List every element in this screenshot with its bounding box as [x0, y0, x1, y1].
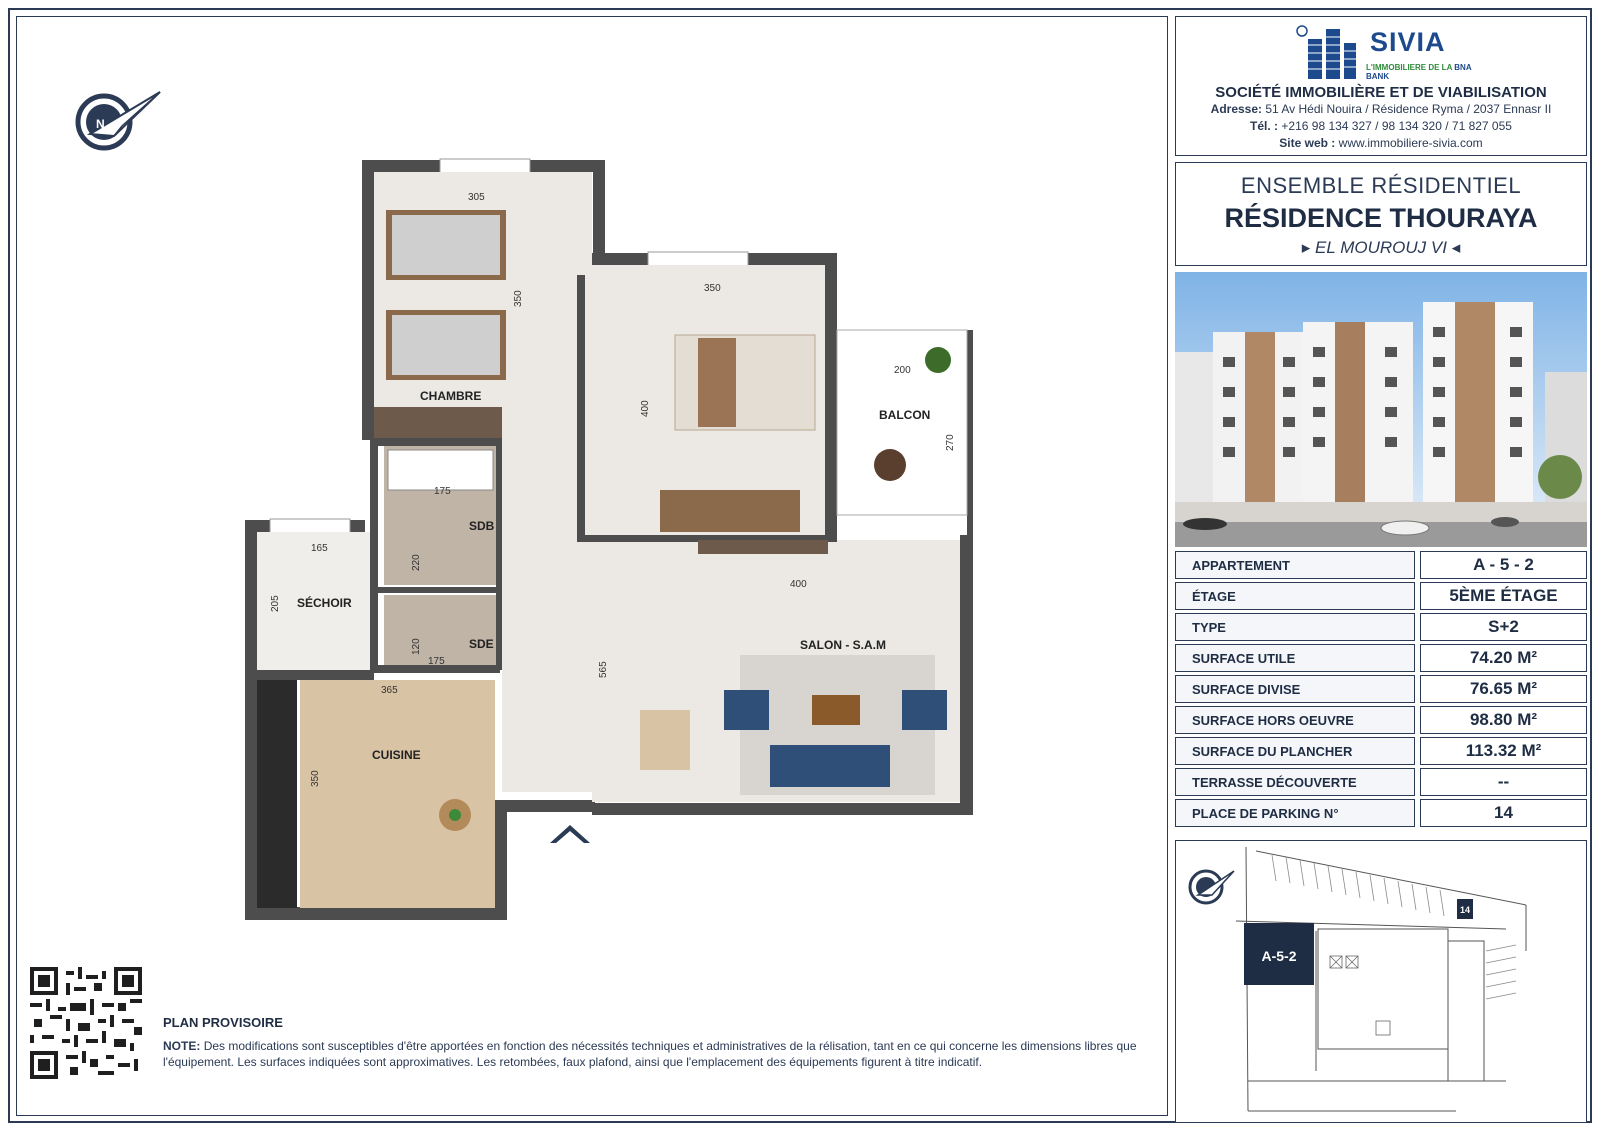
qr-code [30, 967, 142, 1079]
dim-chambre-width: 305 [468, 192, 485, 203]
info-value: 76.65 M² [1420, 675, 1587, 703]
info-row-surface-utile [1175, 644, 1587, 672]
dim-salon-height: 565 [598, 661, 609, 678]
info-value: 74.20 M² [1420, 644, 1587, 672]
dim-balcon-height: 270 [945, 434, 956, 451]
location-map [1175, 840, 1587, 1123]
room-label-salon: SALON - S.A.M [800, 638, 886, 652]
project-title [1175, 162, 1587, 266]
info-label: SURFACE HORS OEUVRE [1175, 706, 1415, 734]
dim-master-width: 350 [704, 283, 721, 294]
apartment-info-table [1175, 551, 1587, 831]
info-value: 113.32 M² [1420, 737, 1587, 765]
info-row-terrasse [1175, 768, 1587, 796]
room-label-cuisine: CUISINE [372, 748, 421, 762]
room-label-chambre: CHAMBRE [420, 389, 482, 403]
room-label-sechoir: SÉCHOIR [297, 596, 352, 610]
info-label: PLACE DE PARKING N° [1175, 799, 1415, 827]
info-row-surface-plancher [1175, 737, 1587, 765]
info-row-surface-hors-oeuvre [1175, 706, 1587, 734]
dim-cuisine-height: 350 [310, 770, 321, 787]
project-line1: ENSEMBLE RÉSIDENTIEL [1240, 173, 1522, 198]
dim-sechoir-height: 205 [270, 595, 281, 612]
logo-tagline: L'IMMOBILIERE DE LA BNA BANK [1366, 63, 1472, 81]
info-value: A - 5 - 2 [1420, 551, 1587, 579]
building-render-image [1175, 272, 1587, 547]
info-label: SURFACE UTILE [1175, 644, 1415, 672]
dim-cuisine-width: 365 [381, 685, 398, 696]
info-row-appartement [1175, 551, 1587, 579]
logo-name: SIVIA [1370, 27, 1446, 57]
info-row-parking [1175, 799, 1587, 827]
dim-sechoir-width: 165 [311, 543, 328, 554]
room-label-sdb: SDB [469, 519, 495, 533]
dim-sde-height: 120 [411, 638, 422, 655]
note-title: PLAN PROVISOIRE [163, 1015, 283, 1030]
info-value: 5ÈME ÉTAGE [1420, 582, 1587, 610]
project-location: ▸ EL MOUROUJ VI ◂ [1301, 238, 1461, 257]
dim-sdb-width: 175 [434, 486, 451, 497]
dim-sdb-height: 220 [411, 554, 422, 571]
room-label-balcon: BALCON [879, 408, 931, 422]
building-logo-icon [1296, 23, 1366, 81]
note-text [163, 1038, 1143, 1070]
info-value: 14 [1420, 799, 1587, 827]
map-unit-label: A-5-2 [1261, 948, 1297, 964]
info-label: APPARTEMENT [1175, 551, 1415, 579]
dim-sde-width: 175 [428, 656, 445, 667]
project-name: RÉSIDENCE THOURAYA [1224, 203, 1538, 233]
compass-small-icon [1190, 871, 1234, 903]
svg-text:N: N [96, 117, 105, 131]
company-header [1175, 16, 1587, 156]
dim-salon-width: 400 [790, 579, 807, 590]
floor-plan [240, 155, 980, 925]
info-label: TYPE [1175, 613, 1415, 641]
logo-bank: BNA BANK [1366, 63, 1472, 81]
info-row-surface-divise [1175, 675, 1587, 703]
note-body: Des modifications sont susceptibles d'être apportées en fonction des nécessités techniques et administratives de la rélisation, tant en ce qui concerne les dimensions libres que l'équipement. Les surfaces indiquées sont approximatives. Les retombées, faux plafond, ainsi que l'emplacement des équipements figurent à titre indicatif. [163, 1039, 1137, 1069]
info-label: SURFACE DU PLANCHER [1175, 737, 1415, 765]
dim-chambre-height: 350 [513, 290, 524, 307]
info-label: ÉTAGE [1175, 582, 1415, 610]
info-value: -- [1420, 768, 1587, 796]
info-row-type [1175, 613, 1587, 641]
company-website[interactable]: Site web : www.immobiliere-sivia.com [1279, 136, 1483, 150]
dim-balcon-width: 200 [894, 365, 911, 376]
dim-master-height: 400 [640, 400, 651, 417]
company-address: Adresse: 51 Av Hédi Nouira / Résidence Ryma / 2037 Ennasr II [1210, 102, 1552, 116]
note-label: NOTE: [163, 1039, 201, 1053]
building-photo [1175, 272, 1587, 547]
company-logo [1296, 23, 1476, 81]
info-value: S+2 [1420, 613, 1587, 641]
info-label: SURFACE DIVISE [1175, 675, 1415, 703]
map-parking-number: 14 [1459, 905, 1471, 915]
compass-icon [70, 86, 162, 158]
company-full-name: SOCIÉTÉ IMMOBILIÈRE ET DE VIABILISATION [1215, 84, 1547, 101]
info-value: 98.80 M² [1420, 706, 1587, 734]
site-plan [1176, 841, 1586, 1122]
info-label: TERRASSE DÉCOUVERTE [1175, 768, 1415, 796]
room-label-sde: SDE [469, 637, 494, 651]
info-row-etage [1175, 582, 1587, 610]
company-phone: Tél. : +216 98 134 327 / 98 134 320 / 71 827 055 [1250, 119, 1512, 133]
